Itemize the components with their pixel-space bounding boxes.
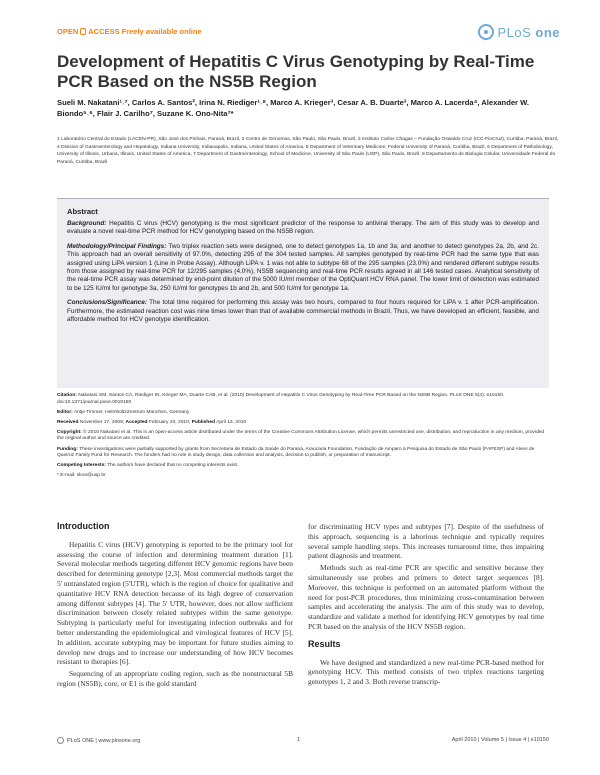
journal-header xyxy=(57,24,560,44)
abstract-heading: Abstract xyxy=(67,207,98,216)
dates: Received November 17, 2009; Accepted February 23, 2010; Published April 13, 2010 xyxy=(57,419,247,425)
plos-footer-icon xyxy=(57,737,64,744)
email: * E-mail: skon@usp.br xyxy=(57,473,106,479)
abstract-background: Background: Hepatitis C virus (HCV) genotyping is the most significant predictor of the response to antiviral therapy. The aim of this study was to develop and evaluate a novel real-time PCR method for HCV genotyping based on the NS5B region. xyxy=(67,220,540,236)
footer-journal: PLoS ONE | www.plosone.org xyxy=(57,737,140,744)
abstract-conclusions: Conclusions/Significance: The total time required for performing this assay was two hours, compared to four hours required for LiPA v. 1 after PCR-amplification. Furthermore, the estimated reaction cost was nine times lower than that of available commercial methods in Brazil. Thus, we have developed an efficient, feasible, and affordable method for HCV genotype identification. xyxy=(67,299,539,324)
plos-logo-icon xyxy=(478,24,494,40)
page-number: 1 xyxy=(297,737,301,743)
competing-interests: Competing Interests: The authors have declared that no competing interests exist. xyxy=(57,463,239,469)
logo-text: PLoS one xyxy=(497,24,560,40)
open-access-label: OPEN ACCESS Freely available online xyxy=(57,27,202,36)
copyright: Copyright: © 2010 Nakatani et al. This is an open-access article distributed under the terms of the Creative Commons Attribution License, which permits unrestricted use, distribution, and reproduction in any medium, provided the original author and source are credited. xyxy=(57,429,545,442)
results-heading: Results xyxy=(308,638,341,649)
abstract-box xyxy=(57,198,549,388)
intro-paragraph: Methods such as real-time PCR are specific and sensitive because they simultaneously use probes and primers to detect target sequences [8]. Moreover, this technique is performed on an automated platform without the need for post-PCR procedures, thus minimizing cross-contamination between samples and accelerating the analysis. The aim of this study was to develop, standardize and validate a method for identifying HCV genotypes by real time PCR based on the analysis of the HCV NS5B region. xyxy=(308,563,544,631)
intro-paragraph: for discriminating HCV types and subtypes [7]. Despite of the usefulness of this approach, sequencing is a laborious technique and typically requires several sample handling steps. This increases turnaround time, thus impairing patient diagnosis and treatment. xyxy=(308,522,544,561)
plos-one-logo xyxy=(478,24,560,40)
right-column xyxy=(308,522,544,689)
funding: Funding: These investigations were partially supported by grants from Secretaria de Estado da Saúde do Paraná, Araucaria Foundation, Fundação de Amparo à Pesquisa do Estado de São Paulo (FAPESP) and Alves de Queiroz Family Fund for Research. The funders had no role in study design, data collection and analysis, decision to publish, or preparation of manuscript. xyxy=(57,446,535,459)
results-paragraph: We have designed and standardized a new real-time PCR-based method for genotyping HCV. This method consists of two triplex reactions targeting genotypes 1, 2 and 3. Both reverse transcrip- xyxy=(308,657,544,687)
introduction-heading: Introduction xyxy=(57,521,110,531)
affiliations: 1 Laboratório Central do Estado (LACEN-PR), São José dos Pinhais, Paraná, Brazil, 2 Centro de Genomas, São Paulo, São Paulo, Brazil, 3 Instituto Carlos Chagas – Fundação Oswaldo Cruz (ICC-FioCruz), Curitiba, Paraná, Brazil, 4 Division of Gastroenterology and Hepatology, Indiana University, Indianapolis, Indiana, United States of America, 5 Department of Veterinary Medicine, Federal University of Paraná, Curitiba, Brazil, 6 Department of Pathobiology, University of Illinois, Urbana, Illinois, United States of America, 7 Department of Gastroenterology, School of Medicine, University of São Paulo (USP), São Paulo, Brazil, 8 Departamento de Biologia Celular, Universidade Federal do Paraná, Curitiba, Brazil xyxy=(57,137,559,165)
intro-paragraph: Hepatitis C virus (HCV) genotyping is reported to be the primary tool for assessing the course of infection and determining treatment duration [1]. Several molecular methods targeting different HCV genomic regions have been described for determining genotype [2,3]. Most commercial methods target the 5' untranslated region (5'UTR), which is the region of choice for qualitative and quantitative HCV RNA detection because of its high degree of conservation among different subtypes [4]. The 5' UTR, however, does not allow sufficient discrimination between closely related subtypes within the same genotype. Subtyping is particularly useful for investigating infection outbreaks and for better understanding the epidemiological and virological features of HCV [5]. In addition, accurate subtyping may be important for future studies aiming to develop new drugs and to increase our understanding of how HCV becomes resistant to therapies [6]. xyxy=(57,539,293,667)
author-list: Sueli M. Nakatani¹˒⁷, Carlos A. Santos², Irina N. Riediger¹˒⁸, Marco A. Krieger³, Cesar A. B. Duarte³, Marco A. Lacerda⁴, Alexander W. Biondo⁵˒⁶, Flair J. Carilho⁷, Suzane K. Ono-Nita⁷* xyxy=(57,98,529,118)
article-title: Development of Hepatitis C Virus Genotyping by Real-Time PCR Based on the NS5B Region xyxy=(57,52,535,91)
editor: Editor: Antje Timmer, HelmholtzZentrum München, Germany xyxy=(57,409,190,415)
footer-issue: April 2010 | Volume 5 | Issue 4 | e10150 xyxy=(451,737,549,743)
intro-paragraph: Sequencing of an appropriate coding region, such as the nonstructural 5B region (NS5B), core, or E1 is the gold standard xyxy=(57,669,293,688)
abstract-methods: Methodology/Principal Findings: Two triplex reaction sets were designed, one to detect genotypes 1a, 1b and 3a; and another to detect genotypes 2a, 2b, and 2c. This approach had an overall sensitivity of 97.0%, detecting 295 of the 304 tested samples. All samples genotyped by real-time PCR had the same type that was assigned using LiPA version 1 (Line in Probe Assay). Although LiPA v. 1 was not able to subtype 68 of the 295 samples (23.0%) and rendered different subtype results from those assigned by real-time PCR for 12/295 samples (4.0%), NS5B sequencing and real-time PCR results agreed in all 146 tested cases. Analytical sensitivity of the real-time PCR assay was determined by end-point dilution of the 5000 IU/ml member of the OptiQuant HCV RNA panel. The lower limit of detection was estimated to be 125 IU/ml for genotype 3a, 250 IU/ml for genotypes 1b and 2b, and 500 IU/ml for genotype 1a. xyxy=(67,242,539,292)
left-column xyxy=(57,522,293,691)
article-metadata xyxy=(57,393,549,483)
page-footer xyxy=(57,735,549,747)
citation: Citation: Nakatani SM, Santos CA, Riediger IN, Krieger MA, Duarte CAB, et al. (2010) Development of Hepatitis C Virus Genotyping by Real-Time PCR Based on the NS5B Region. PLoS ONE 5(4): e10150. doi:10.1371/journal.pone.0010150 xyxy=(57,393,505,405)
open-lock-icon xyxy=(80,28,86,35)
